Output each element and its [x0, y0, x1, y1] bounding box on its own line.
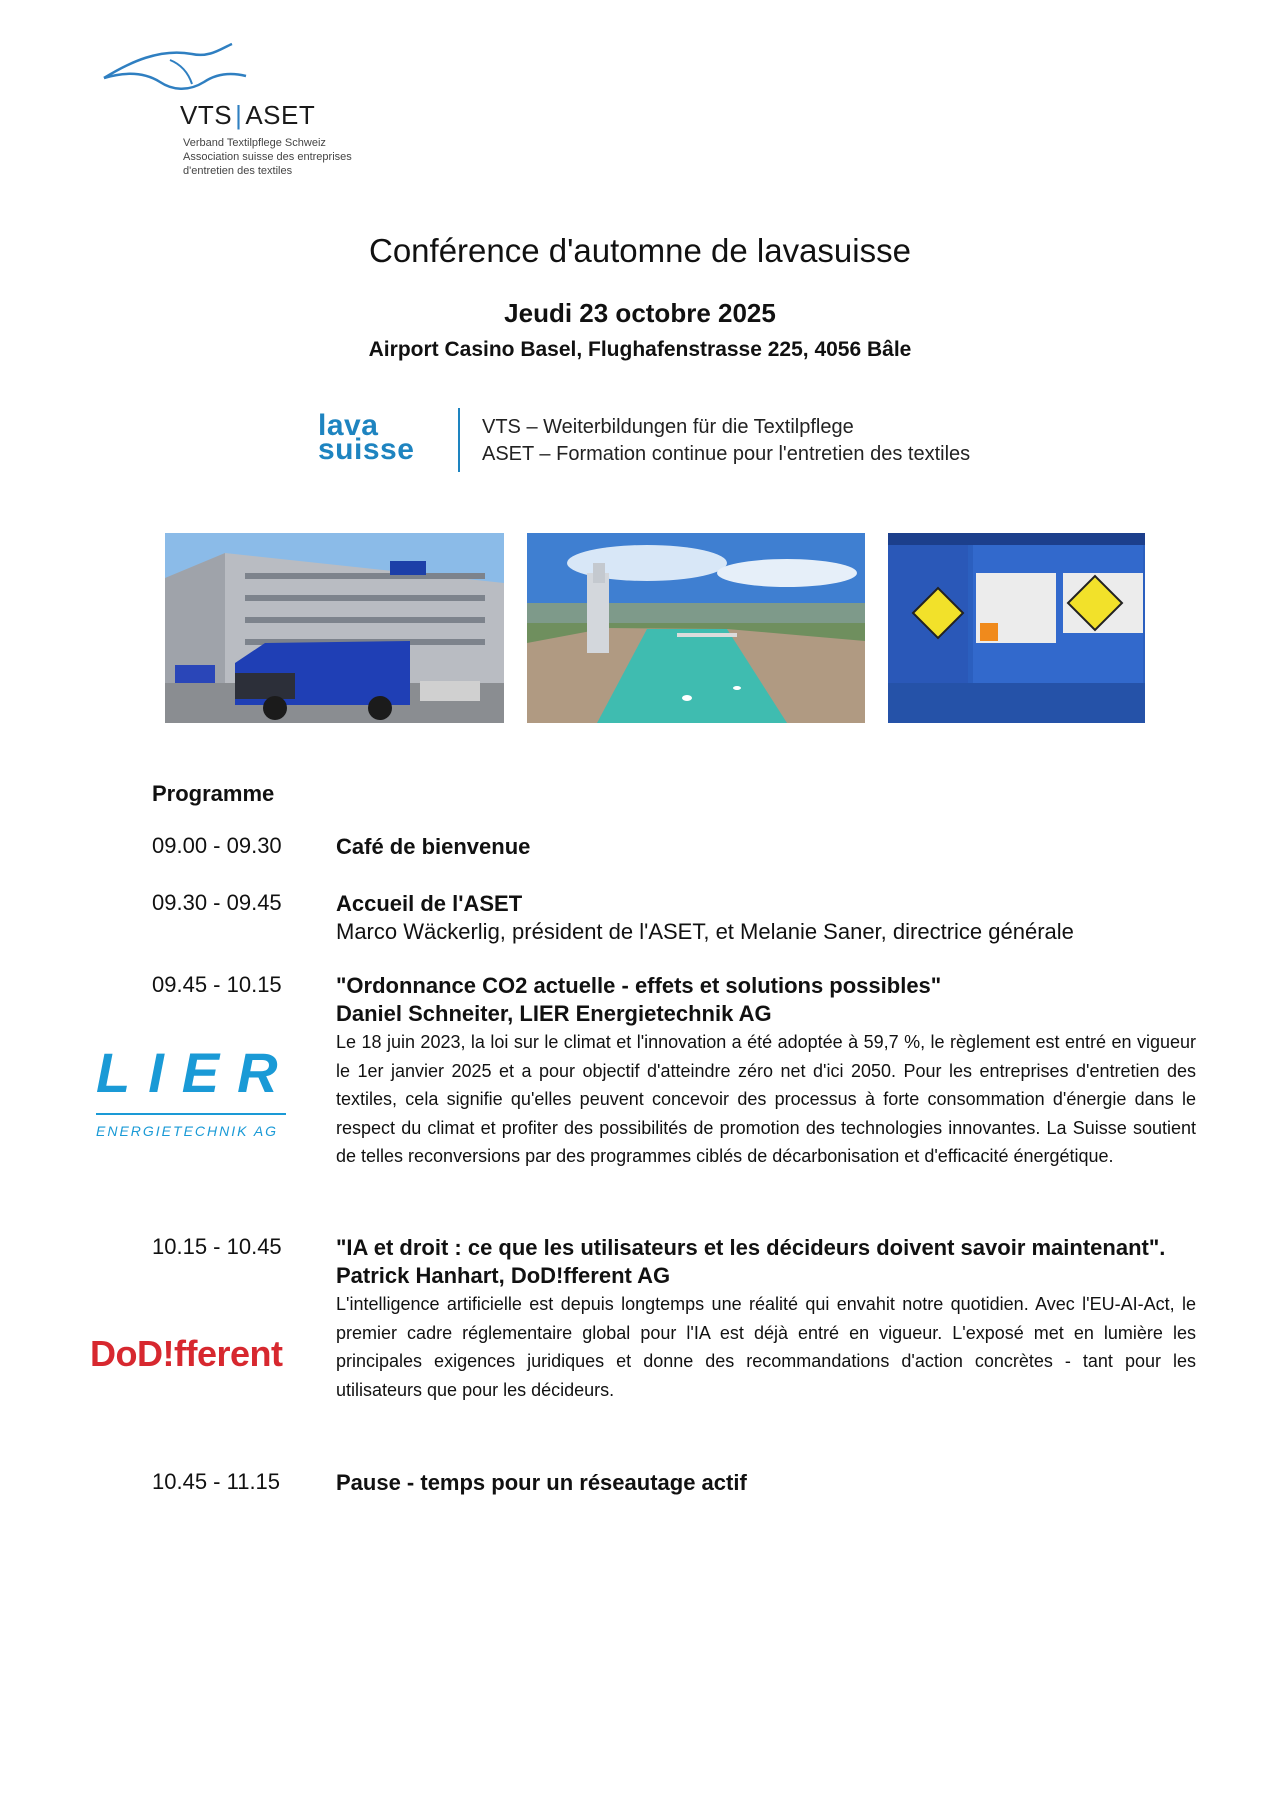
photo-basel-rhine [527, 533, 865, 723]
org-subtitle-line: d'entretien des textiles [183, 165, 293, 177]
programme-time: 10.45 - 11.15 [152, 1469, 281, 1494]
dodifferent-logo: DoD!fferent [90, 1333, 283, 1374]
page-title: Conférence d'automne de lavasuisse [369, 232, 911, 269]
lavasuisse-divider [458, 408, 460, 472]
org-subtitle [183, 136, 352, 178]
photo-chemical-drums [888, 533, 1145, 723]
lavasuisse-logo-bottom: suisse [318, 433, 415, 466]
programme-description: L'intelligence artificielle est depuis longtemps une réalité qui envahit notre quotidien. Avec l'EU-AI-Act, le premier cadre réglementaire global pour l'IA est déjà entré en vigueur. L'exposé met en lumière les principales exigences juridiques et donne des recommandations d'action concrètes - tant pour les utilisateurs que pour les décideurs. [336, 1294, 1196, 1400]
programme-time: 10.15 - 10.45 [152, 1234, 282, 1259]
programme-item [336, 890, 1196, 946]
org-subtitle-line: Verband Textilpflege Schweiz [183, 137, 326, 149]
programme-title: "Ordonnance CO2 actuelle - effets et solutions possibles" [336, 973, 942, 998]
programme-description: Le 18 juin 2023, la loi sur le climat et l'innovation a été adoptée à 59,7 %, le règlement est entré en vigueur le 1er janvier 2025 et a pour objectif d'atteindre zéro net d'ici 2050. Pour les entreprises d'entretien des textiles, cela signifie qu'elles peuvent concevoir des processus à forte consommation d'énergie dans le respect du climat et profiter des possibilités de promotion des technologies innovantes. La Suisse soutient de telles reconversions par des programmes ciblés de décarbonisation et d'efficacité énergétique. [336, 1032, 1196, 1166]
lavasuisse-logo [318, 409, 415, 466]
programme-heading: Programme [152, 781, 275, 806]
programme-time: 09.00 - 09.30 [152, 833, 282, 858]
lavasuisse-logo-top: lava [318, 409, 379, 442]
lier-logo-subtext: ENERGIETECHNIK AG [96, 1123, 279, 1139]
programme-item [336, 972, 1196, 1171]
programme-speaker: Daniel Schneiter, LIER Energietechnik AG [336, 1001, 772, 1026]
lavasuisse-tagline-de: VTS – Weiterbildungen für die Textilpflege [482, 416, 854, 438]
programme-speaker: Patrick Hanhart, DoD!fferent AG [336, 1263, 671, 1288]
programme-item [336, 1234, 1196, 1404]
org-name [180, 100, 315, 131]
programme-title: Pause - temps pour un réseautage actif [336, 1470, 747, 1495]
vts-aset-swoosh-logo [100, 42, 250, 100]
event-venue: Airport Casino Basel, Flughafenstrasse 225, 4056 Bâle [368, 338, 912, 361]
programme-title: "IA et droit : ce que les utilisateurs et les décideurs doivent savoir maintenant". [336, 1235, 1166, 1260]
photo-building-van [165, 533, 504, 723]
lavasuisse-tagline-fr: ASET – Formation continue pour l'entretien des textiles [482, 443, 971, 465]
programme-time: 09.30 - 09.45 [152, 890, 282, 915]
org-name-divider: | [235, 100, 243, 130]
lier-energietechnik-logo [96, 1043, 296, 1139]
programme-title: Accueil de l'ASET [336, 891, 523, 916]
lier-logo-text: LIER [96, 1041, 296, 1104]
programme-time: 09.45 - 10.15 [152, 972, 282, 997]
programme-speaker: Marco Wäckerlig, président de l'ASET, et Melanie Saner, directrice générale [336, 919, 1074, 944]
event-date: Jeudi 23 octobre 2025 [504, 298, 776, 328]
org-name-vts: VTS [180, 100, 233, 130]
org-subtitle-line: Association suisse des entreprises [183, 151, 352, 163]
org-name-aset: ASET [245, 100, 316, 130]
programme-title: Café de bienvenue [336, 834, 531, 859]
lier-logo-rule [96, 1113, 286, 1115]
